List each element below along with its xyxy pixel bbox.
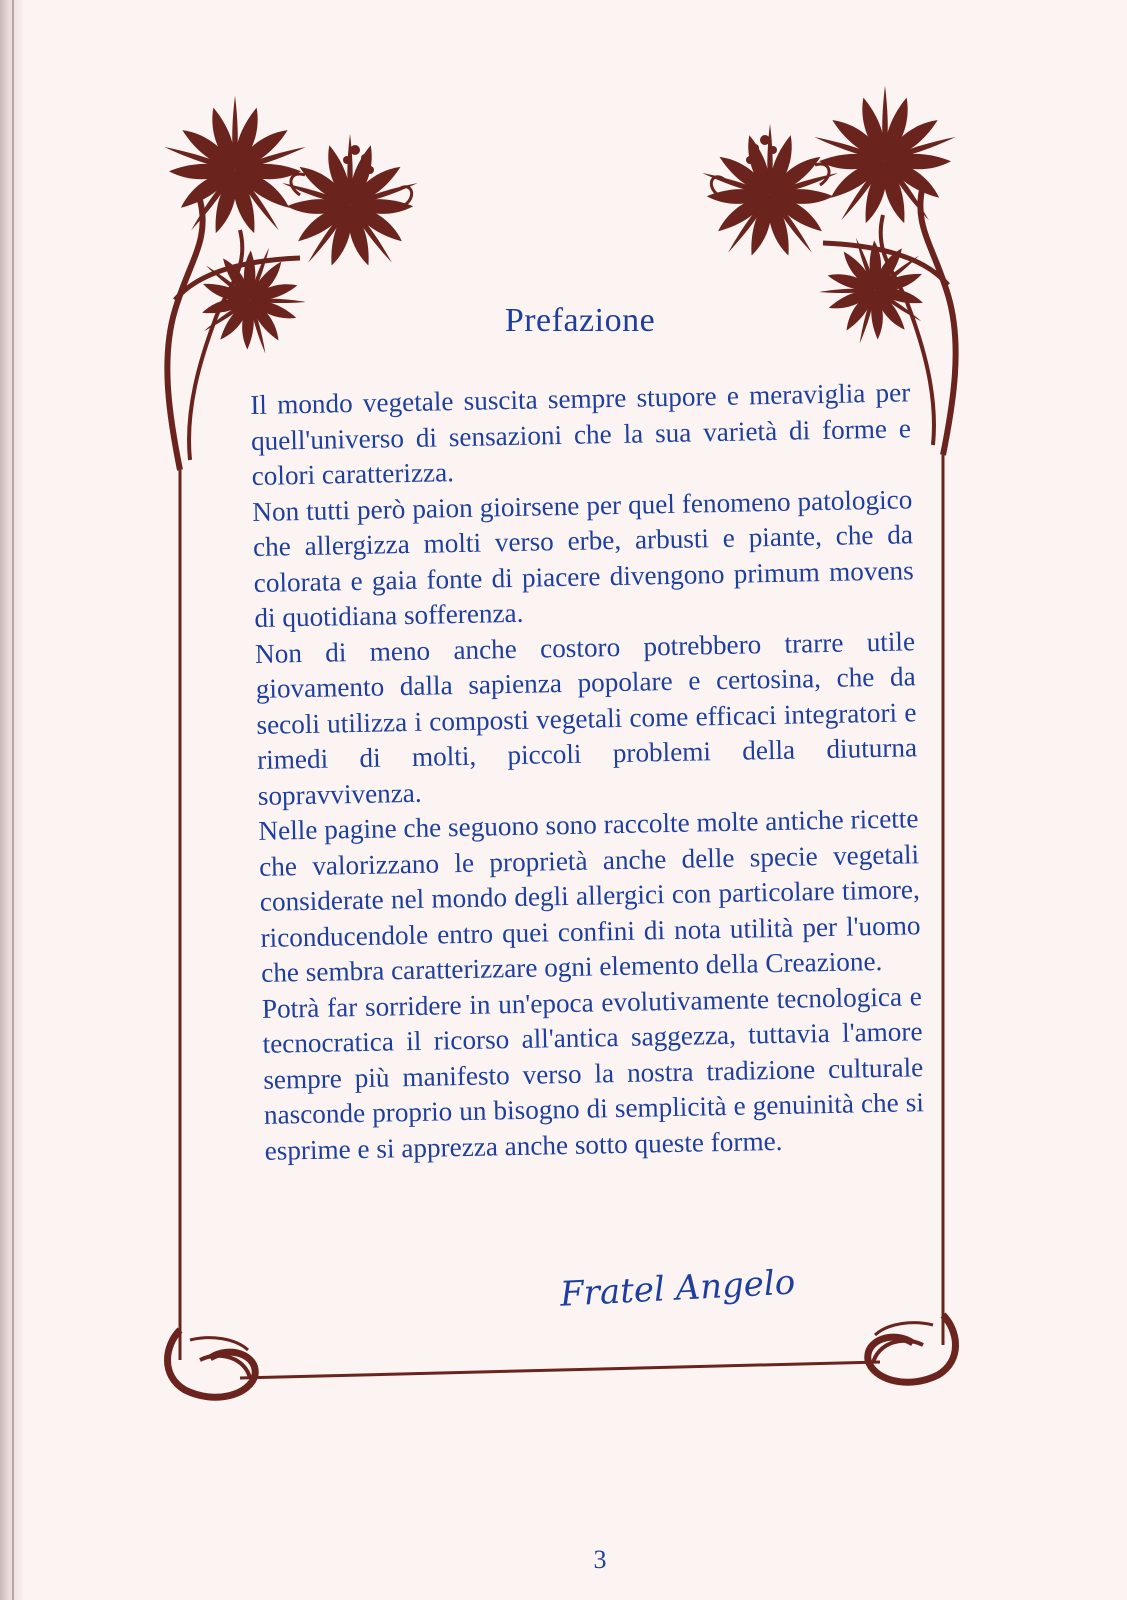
paragraph: Non tutti però paion gioirsene per quel fenomeno patologico che allergizza molti verso erbe, arbusti e piante, che da colorata e gaia fonte di piacere divengono primum movens di quotidiana sofferenza. [252, 483, 914, 633]
page-title: Prefazione [504, 302, 656, 339]
frame-bottom-line [240, 1362, 880, 1378]
preface-body [250, 375, 925, 1169]
paragraph: Il mondo vegetale suscita sempre stupore e meraviglia per quell'universo di sensazioni che la sua varietà di forme e colori caratterizza. [250, 377, 912, 491]
paragraph: Potrà far sorridere in un'epoca evolutivamente tecnologica e tecnocratica il ricorso all'antica saggezza, tuttavia l'amore sempre più manifesto verso la nostra tradizione culturale nasconde proprio un bisogno di semplicità e genuinità che si esprime e si apprezza anche sotto queste forme. [261, 980, 925, 1166]
bottom-right-scroll-ornament-icon [868, 1315, 956, 1382]
binding-line [12, 0, 14, 1600]
page-number: 3 [593, 1545, 607, 1574]
book-spine-edge [0, 0, 22, 1600]
bottom-left-scroll-ornament-icon [168, 1330, 256, 1397]
paragraph: Non di meno anche costoro potrebbero trarre utile giovamento dalla sapienza popolare e certosina, che da secoli utilizza i composti vegetali come efficaci integratori e rimedi di molti, piccoli problemi della diuturna sopravvivenza. [254, 625, 918, 811]
signature: Fratel Angelo [559, 1262, 797, 1315]
paragraph: Nelle pagine che seguono sono raccolte molte antiche ricette che valorizzano le proprietà anche delle specie vegetali considerate nel mondo degli allergici con particolare timore, riconducendole entro quei confini di nota utilità per l'uomo che sembra caratterizzare ogni elemento della Creazione. [258, 803, 921, 988]
